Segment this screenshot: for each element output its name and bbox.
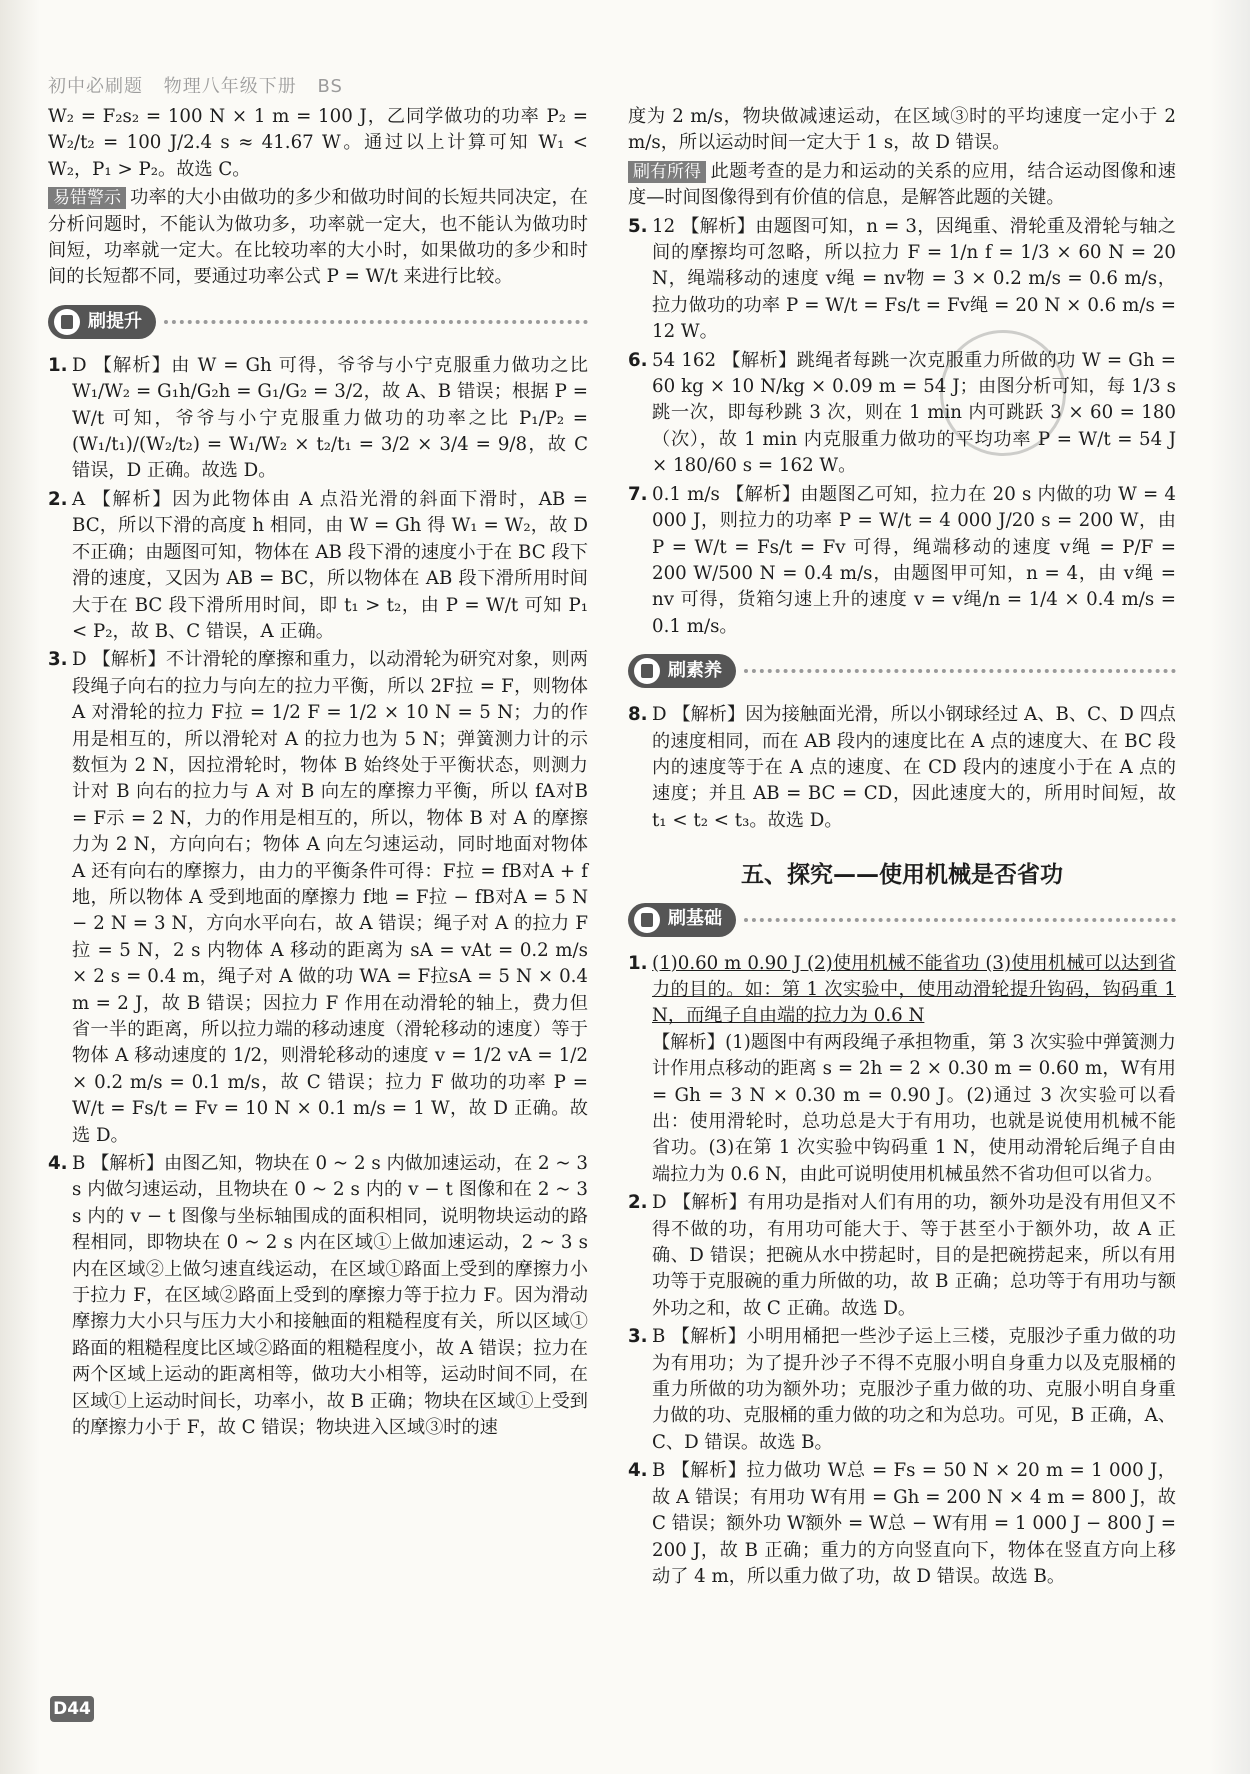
answer-item	[628, 214, 1176, 346]
header-series: 初中必刷题	[48, 76, 143, 97]
item-text: D 【解析】有用功是指对人们有用的功，额外功是没有用但又不得不做的功，有用功可能大于、等于甚至小于额外功，故 A 正确、D 错误；把碗从水中捞起时，目的是把碗捞起来，所以有用功等于克服碗的重力所做的功，故 B 正确；总功等于有用功与额外功之和，故 C 正确。故选 D。	[652, 1192, 1176, 1319]
banner-label: 刷基础	[668, 908, 722, 930]
banner-improve	[48, 301, 588, 343]
intro-paragraph: W₂ = F₂s₂ = 100 N × 1 m = 100 J，乙同学做功的功率 P₂ = W₂/t₂ = 100 J/2.4 s ≈ 41.67 W。通过以上计算可知 W₁ < W₂，P₁ > P₂。故选 C。	[48, 106, 588, 180]
gain-note	[628, 159, 1176, 212]
banner-label: 刷素养	[668, 659, 722, 681]
answer-item	[48, 353, 588, 485]
gain-tag: 刷有所得	[628, 161, 706, 183]
section-title: 五、探究——使用机械是否省功	[741, 862, 1063, 889]
item-number: 6.	[628, 349, 648, 371]
item-number: 4.	[628, 1460, 648, 1482]
banner-literacy	[628, 650, 1176, 692]
item-text: D 【解析】因为接触面光滑，所以小钢球经过 A、B、C、D 四点的速度相同，而在 AB 段内的速度比在 A 点的速度大、在 BC 段内的速度等于在 A 点的速度、在 CD 段内的速度小于在 A 点的速度；并且 AB = BC = CD，因此速度大的，所用时间短，故 t₁ < t₂ < t₃。故选 D。	[652, 704, 1176, 831]
running-header	[48, 72, 357, 98]
item-number: 5.	[628, 215, 648, 237]
item-number: 2.	[628, 1192, 648, 1214]
item-text: 54 162 【解析】跳绳者每跳一次克服重力所做的功 W = Gh = 60 kg × 10 N/kg × 0.09 m = 54 J；由图分析可知，每 1/3 s 跳一次，即每秒跳 3 次，则在 1 min 内可跳跃 3 × 60 = 180（次），故 1 min 内克服重力做功的平均功率 P = W/t = 54 J × 180/60 s = 162 W。	[652, 349, 1176, 477]
answer-item	[628, 348, 1176, 480]
book-icon	[54, 309, 80, 335]
gain-text: 此题考查的是力和运动的关系的应用，结合运动图像和速度—时间图像得到有价值的信息，是解答此题的关键。	[628, 160, 1176, 209]
answer-item	[48, 1151, 588, 1441]
warning-tag: 易错警示	[48, 187, 126, 209]
item-text: D 【解析】由 W = Gh 可得，爷爷与小宁克服重力做功之比 W₁/W₂ = G₁h/G₂h = G₁/G₂ = 3/2，故 A、B 错误；根据 P = W/t 可知，爷爷与小宁克服重力做功的功率之比 P₁/P₂ = (W₁/t₁)/(W₂/t₂) = W₁/W₂ × t₂/t₁ = 3/2 × 3/4 = 9/8，故 C 错误，D 正确。故选 D。	[72, 354, 588, 482]
right-column	[628, 104, 1176, 1592]
dotted-divider	[744, 669, 1176, 673]
item-answer: (1)0.60 m 0.90 J (2)使用机械不能省功 (3)使用机械可以达到省力的目的。如：第 1 次实验中，使用动滑轮提升钩码，钩码重 1 N，而绳子自由端的拉力为 0.6 N	[652, 952, 1176, 1027]
book-icon	[634, 658, 660, 684]
answer-item	[628, 951, 1176, 1189]
warning-note	[48, 185, 588, 291]
answer-item	[628, 1190, 1176, 1322]
dotted-divider	[744, 918, 1176, 922]
banner-label: 刷提升	[88, 310, 142, 332]
banner-basic	[628, 899, 1176, 941]
dotted-divider	[164, 320, 588, 324]
item-text: A 【解析】因为此物体由 A 点沿光滑的斜面下滑时，AB = BC，所以下滑的高度 h 相同，由 W = Gh 得 W₁ = W₂，故 D 不正确；由题图可知，物体在 AB 段下滑的速度小于在 BC 段下滑的速度，又因为 AB = BC，所以物体在 AB 段下滑所用时间大于在 BC 段下滑所用时间，即 t₁ > t₂，由 P = W/t 可知 P₁ < P₂，故 B、C 错误，A 正确。	[72, 488, 588, 642]
item-number: 7.	[628, 483, 648, 505]
item-text: 12 【解析】由题图可知，n = 3，因绳重、滑轮重及滑轮与轴之间的摩擦均可忽略，所以拉力 F = 1/n f = 1/3 × 60 N = 20 N，绳端移动的速度 v绳 = nv物 = 3 × 0.2 m/s = 0.6 m/s，拉力做功的功率 P = W/t = Fs/t = Fv绳 = 20 N × 0.6 m/s = 12 W。	[652, 215, 1176, 343]
answer-item	[628, 1324, 1176, 1456]
item-number: 8.	[628, 704, 648, 726]
item-text: 0.1 m/s 【解析】由题图乙可知，拉力在 20 s 内做的功 W = 4 000 J，则拉力的功率 P = W/t = 4 000 J/20 s = 200 W，由 P = W/t = Fs/t = Fv 可得，绳端移动的速度 v绳 = P/F = 200 W/500 N = 0.4 m/s，由题图甲可知，n = 4，由 v绳 = nv 可得，货箱匀速上升的速度 v = v绳/n = 1/4 × 0.4 m/s = 0.1 m/s。	[652, 483, 1176, 637]
header-subject: 物理八年级下册	[163, 76, 297, 97]
banner-pill	[48, 305, 156, 339]
item-number: 1.	[628, 952, 648, 974]
item-text: B 【解析】拉力做功 W总 = Fs = 50 N × 20 m = 1 000 J，故 A 错误；有用功 W有用 = Gh = 200 N × 4 m = 800 J，故 C 错误；额外功 W额外 = W总 − W有用 = 1 000 J − 800 J = 200 J，故 B 正确；重力的方向竖直向下，物体在竖直方向上移动了 4 m，所以重力做了功，故 D 错误。故选 B。	[652, 1460, 1176, 1587]
banner-pill	[628, 903, 736, 937]
item-text: B 【解析】小明用桶把一些沙子运上三楼，克服沙子重力做的功为有用功；为了提升沙子不得不克服小明自身重力以及克服桶的重力所做的功为额外功；克服沙子重力做的功、克服小明自身重力做的功、克服桶的重力做的功之和为总功。可见，B 正确，A、C、D 错误。故选 B。	[652, 1326, 1176, 1453]
banner-pill	[628, 654, 736, 688]
item-number: 2.	[48, 488, 68, 510]
item-number: 1.	[48, 354, 68, 376]
item-text: D 【解析】不计滑轮的摩擦和重力，以动滑轮为研究对象，则两段绳子向右的拉力与向左的拉力平衡，所以 2F拉 = F，则物体 A 对滑轮的拉力 F拉 = 1/2 F = 1/2 × 10 N = 5 N；力的作用是相互的，所以滑轮对 A 的拉力也为 5 N；弹簧测力计的示数恒为 2 N，因拉滑轮时，物体 B 始终处于平衡状态，则测力计对 B 向右的拉力与 A 对 B 向左的摩擦力平衡，所以 fA对B = F示 = 2 N，力的作用是相互的，所以，物体 B 对 A 的摩擦力为 2 N，方向向右；物体 A 向左匀速运动，同时地面对物体 A 还有向右的摩擦力，由力的平衡条件可得：F拉 = fB对A + f地，所以物体 A 受到地面的摩擦力 f地 = F拉 − fB对A = 5 N − 2 N = 3 N，方向水平向右，故 A 错误；绳子对 A 的拉力 F拉 = 5 N，2 s 内物体 A 移动的距离为 sA = vAt = 0.2 m/s × 2 s = 0.4 m，绳子对 A 做的功 WA = F拉sA = 5 N × 0.4 m = 2 J，故 B 错误；因拉力 F 作用在动滑轮的轴上，费力但省一半的距离，所以拉力端的移动速度（滑轮移动的速度）等于物体 A 移动速度的 1/2，则滑轮移动的速度 v = 1/2 vA = 1/2 × 0.2 m/s = 0.1 m/s，故 C 错误；拉力 F 做功的功率 P = W/t = Fs/t = Fv = 10 N × 0.1 m/s = 1 W，故 D 正确。故选 D。	[72, 649, 588, 1146]
warning-text: 功率的大小由做功的多少和做功时间的长短共同决定，在分析问题时，不能认为做功多，功率就一定大，也不能认为做功时间短，功率就一定大。在比较功率的大小时，如果做功的多少和时间的长短都不同，要通过功率公式 P = W/t 来进行比较。	[48, 187, 588, 288]
answer-item	[628, 702, 1176, 834]
item-explanation: 【解析】(1)题图中有两段绳子承担物重，第 3 次实验中弹簧测力计作用点移动的距离 s = 2h = 2 × 0.30 m = 0.60 m，W有用 = Gh = 3 N × 0.30 m = 0.90 J。(2)通过 3 次实验可以看出：使用滑轮时，总功总是大于有用功，也就是说使用机械不能省功。(3)在第 1 次实验中钩码重 1 N，使用动滑轮后绳子自由端拉力为 0.6 N，由此可说明使用机械虽然不省功但可以省力。	[652, 1031, 1176, 1185]
page-number: D44	[50, 1696, 94, 1722]
left-column	[48, 104, 588, 1444]
item-number: 4.	[48, 1153, 68, 1175]
answer-item	[628, 1458, 1176, 1590]
header-edition: BS	[317, 76, 343, 97]
item-number: 3.	[48, 649, 68, 671]
answer-item	[628, 482, 1176, 640]
book-icon	[634, 907, 660, 933]
item-number: 3.	[628, 1326, 648, 1348]
item-text: B 【解析】由图乙知，物块在 0 ~ 2 s 内做加速运动，在 2 ~ 3 s 内做匀速运动，且物块在 0 ~ 2 s 内的 v − t 图像和在 2 ~ 3 s 内的 v − t 图像与坐标轴围成的面积相同，说明物块运动的路程相同，即物块在 0 ~ 2 s 内在区域①上做加速运动，2 ~ 3 s 内在区域②上做匀速直线运动，在区域①路面上受到的摩擦力小于拉力 F，在区域②路面上受到的摩擦力等于拉力 F。因为滑动摩擦力大小只与压力大小和接触面的粗糙程度有关，所以区域①路面的粗糙程度比区域②路面的粗糙程度小，故 A 错误；拉力在两个区域上运动的距离相等，做功大小相等，运动时间不同，在区域①上运动时间长，功率小，故 B 正确；物块在区域①上受到的摩擦力小于 F，故 C 错误；物块进入区域③时的速	[72, 1153, 588, 1439]
answer-item	[48, 647, 588, 1149]
answer-item	[48, 487, 588, 645]
continued-text: 度为 2 m/s，物块做减速运动，在区域③时的平均速度一定小于 2 m/s，所以运动时间一定大于 1 s，故 D 错误。	[628, 106, 1176, 154]
